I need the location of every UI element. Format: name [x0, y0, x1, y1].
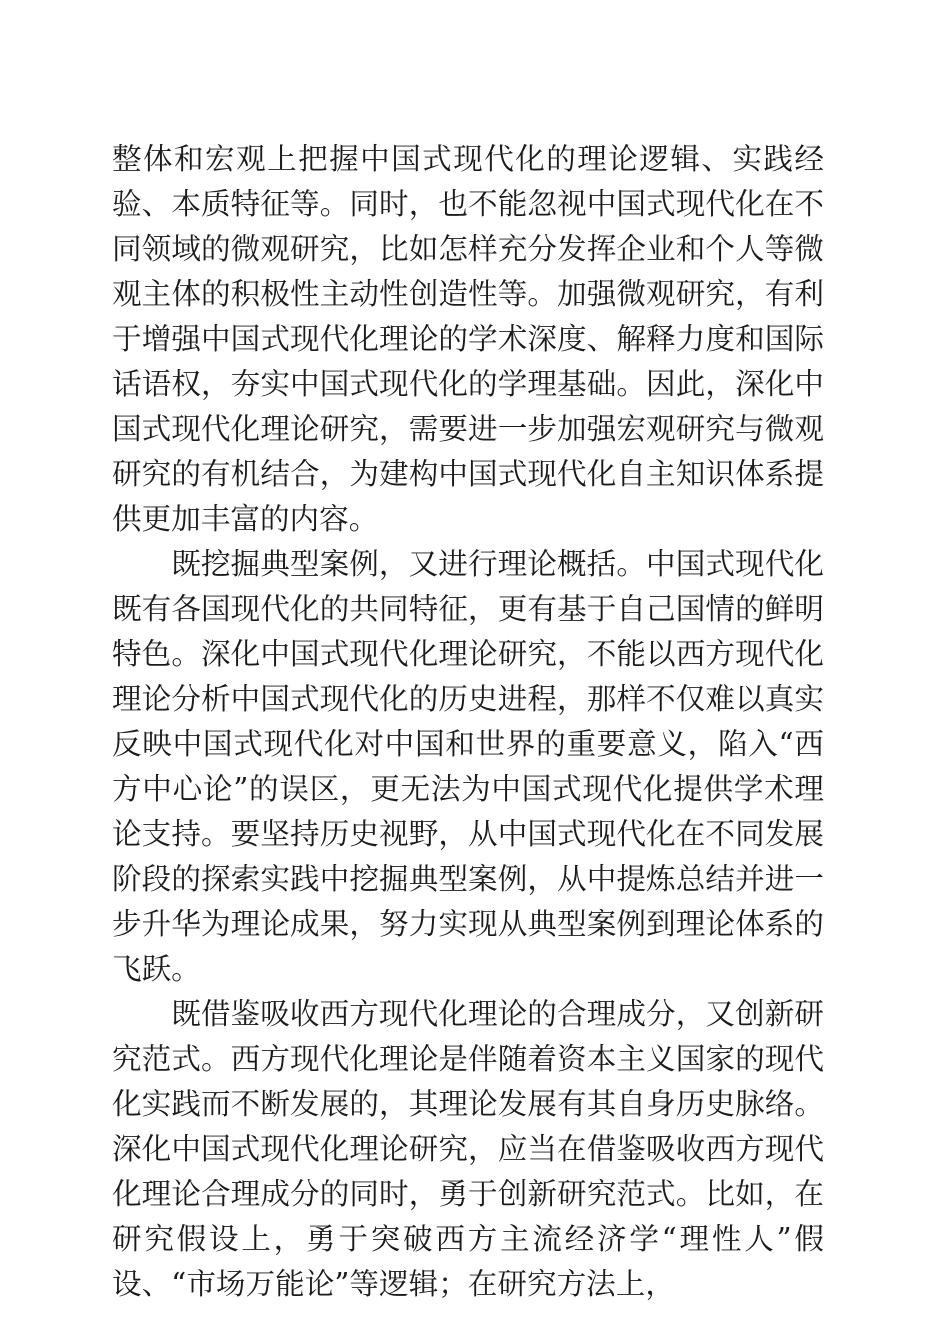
paragraph-case-studies: 既挖掘典型案例，又进行理论概括。中国式现代化既有各国现代化的共同特征，更有基于自己国情的鲜明特色。深化中国式现代化理论研究，不能以西方现代化理论分析中国式现代化的历史进程，那样不仅难以真实反映中国式现代化对中国和世界的重要意义，陷入“西方中心论”的误区，更无法为中国式现代化提供学术理论支持。要坚持历史视野，从中国式现代化在不同发展阶段的探索实践中挖掘典型案例，从中提炼总结并进一步升华为理论成果，努力实现从典型案例到理论体系的飞跃。	[112, 547, 824, 986]
document-body	[112, 137, 824, 1307]
paragraph-continued: 整体和宏观上把握中国式现代化的理论逻辑、实践经验、本质特征等。同时，也不能忽视中国式现代化在不同领域的微观研究，比如怎样充分发挥企业和个人等微观主体的积极性主动性创造性等。加强微观研究，有利于增强中国式现代化理论的学术深度、解释力度和国际话语权，夯实中国式现代化的学理基础。因此，深化中国式现代化理论研究，需要进一步加强宏观研究与微观研究的有机结合，为建构中国式现代化自主知识体系提供更加丰富的内容。	[112, 142, 824, 536]
paragraph-western-theory: 既借鉴吸收西方现代化理论的合理成分，又创新研究范式。西方现代化理论是伴随着资本主义国家的现代化实践而不断发展的，其理论发展有其自身历史脉络。深化中国式现代化理论研究，应当在借鉴吸收西方现代化理论合理成分的同时，勇于创新研究范式。比如，在研究假设上，勇于突破西方主流经济学“理性人”假设、“市场万能论”等逻辑；在研究方法上，	[112, 997, 824, 1301]
